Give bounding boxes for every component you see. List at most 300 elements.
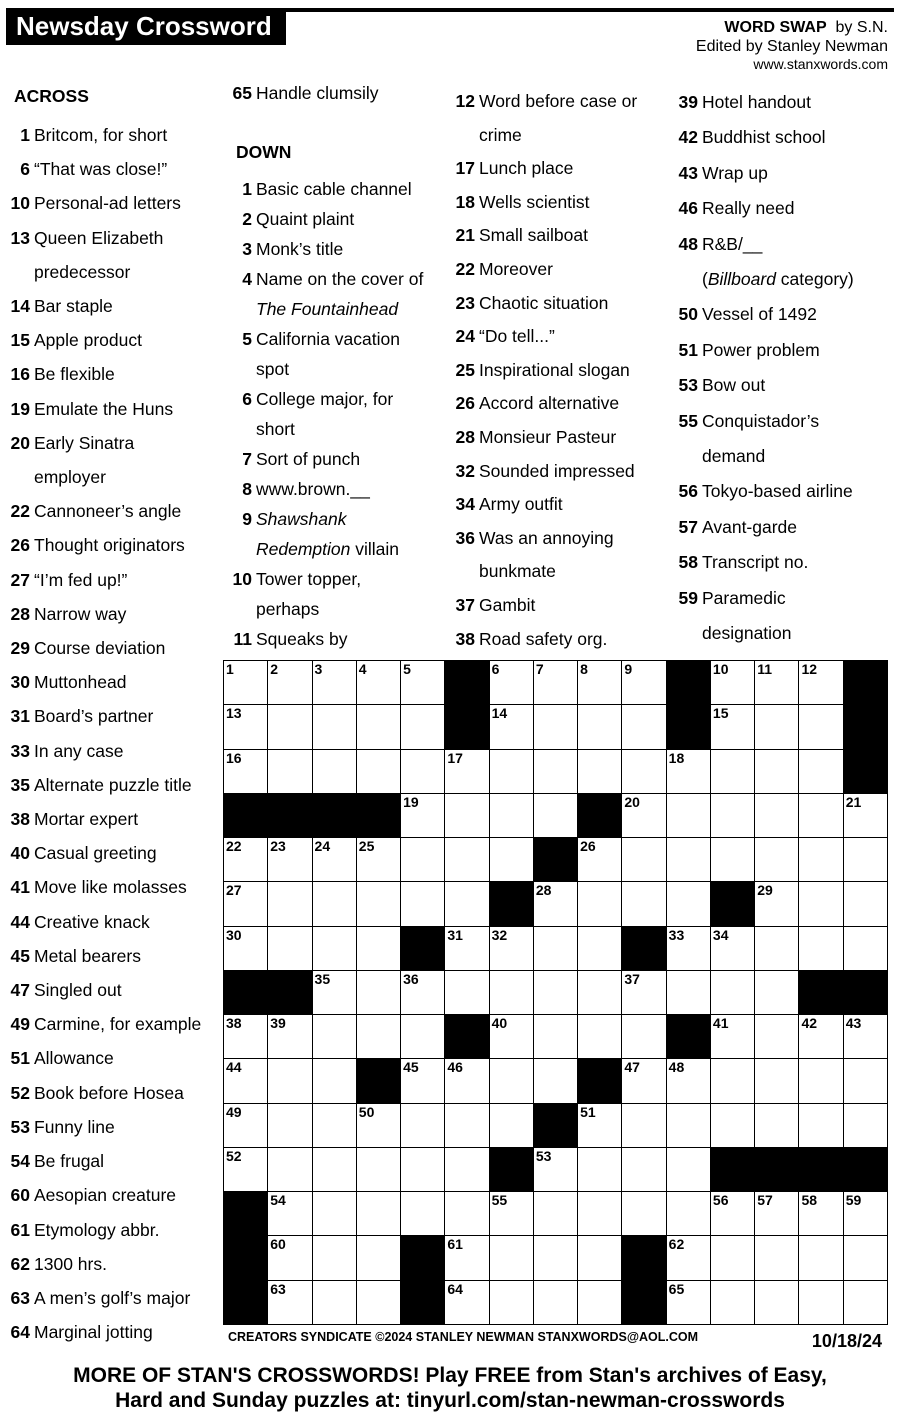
grid-cell[interactable]	[356, 881, 401, 926]
grid-cell[interactable]	[356, 660, 401, 705]
grid-cell[interactable]	[223, 1058, 268, 1103]
grid-cell[interactable]	[533, 1191, 578, 1236]
grid-cell[interactable]	[843, 1103, 888, 1148]
grid-cell[interactable]	[312, 1147, 357, 1192]
clue-item	[8, 357, 223, 391]
clue-text: Carmine, for example	[34, 1014, 202, 1035]
clue-item	[8, 1315, 223, 1349]
grid-cell[interactable]	[533, 1058, 578, 1103]
grid-cell[interactable]	[533, 704, 578, 749]
cell-number: 43	[845, 1015, 862, 1032]
black-square	[444, 660, 489, 705]
grid-cell[interactable]	[798, 1058, 843, 1103]
clue-text: Vessel of 1492	[702, 304, 817, 325]
clue-item	[230, 324, 445, 384]
grid-cell[interactable]	[312, 970, 357, 1015]
black-square	[666, 1014, 711, 1059]
grid-cell[interactable]	[710, 926, 755, 971]
black-square	[223, 1191, 268, 1236]
clue-number: 57	[678, 516, 698, 537]
grid-cell[interactable]	[843, 1235, 888, 1280]
cell-number: 48	[668, 1059, 685, 1076]
grid-cell[interactable]	[267, 926, 312, 971]
promo-line-2: Hard and Sunday puzzles at: tinyurl.com/stan-newman-crosswords	[115, 1389, 785, 1412]
grid-cell[interactable]	[223, 704, 268, 749]
grid-cell[interactable]	[533, 1014, 578, 1059]
clue-item	[676, 297, 891, 332]
black-square	[400, 1280, 445, 1325]
clue-item	[453, 522, 668, 589]
clue-text: Muttonhead	[34, 672, 127, 693]
grid-cell[interactable]	[666, 1147, 711, 1192]
grid-cell[interactable]	[400, 970, 445, 1015]
grid-cell[interactable]	[444, 1280, 489, 1325]
grid-cell[interactable]	[400, 660, 445, 705]
grid-cell[interactable]	[621, 970, 666, 1015]
grid-cell[interactable]	[267, 660, 312, 705]
grid-cell[interactable]	[754, 1191, 799, 1236]
clue-item	[230, 474, 445, 504]
clue-text: Etymology abbr.	[34, 1219, 160, 1240]
grid-cell[interactable]	[754, 970, 799, 1015]
grid-cell[interactable]	[621, 749, 666, 794]
clue-number: 28	[10, 603, 30, 624]
grid-cell[interactable]	[798, 749, 843, 794]
grid-cell[interactable]	[577, 660, 622, 705]
clue-number: 33	[10, 740, 30, 761]
clue-number: 22	[455, 258, 475, 279]
grid-cell[interactable]	[621, 1014, 666, 1059]
grid-cell[interactable]	[356, 970, 401, 1015]
clue-item	[8, 528, 223, 562]
grid-cell[interactable]	[267, 1058, 312, 1103]
clue-number: 24	[455, 326, 475, 347]
clue-item	[676, 120, 891, 155]
clue-number: 36	[455, 527, 475, 548]
clue-number: 52	[10, 1082, 30, 1103]
grid-cell[interactable]	[356, 1147, 401, 1192]
clue-text: Hotel handout	[702, 92, 811, 112]
grid-cell[interactable]	[312, 881, 357, 926]
grid-cell[interactable]	[444, 1191, 489, 1236]
clue-text: Wells scientist	[479, 191, 590, 212]
grid-cell[interactable]	[754, 837, 799, 882]
cell-number: 39	[270, 1015, 286, 1032]
grid-cell[interactable]	[489, 970, 534, 1015]
clue-number: 6	[20, 159, 30, 180]
grid-cell[interactable]	[312, 749, 357, 794]
grid-cell[interactable]	[754, 926, 799, 971]
grid-cell[interactable]	[798, 793, 843, 838]
clue-text: “That was close!”	[34, 159, 168, 180]
clue-text: “I’m fed up!”	[34, 569, 128, 590]
clue-item	[230, 384, 445, 444]
grid-cell[interactable]	[754, 881, 799, 926]
grid-cell[interactable]	[710, 1014, 755, 1059]
grid-cell[interactable]	[621, 837, 666, 882]
grid-cell[interactable]	[400, 1147, 445, 1192]
grid-cell[interactable]	[577, 837, 622, 882]
grid-cell[interactable]	[666, 837, 711, 882]
clue-text: Be frugal	[34, 1151, 105, 1172]
clue-item	[8, 768, 223, 802]
clue-text: Creative knack	[34, 911, 150, 932]
black-square	[444, 1014, 489, 1059]
grid-cell[interactable]	[666, 881, 711, 926]
grid-cell[interactable]	[489, 749, 534, 794]
grid-cell[interactable]	[400, 1103, 445, 1148]
cell-number: 34	[712, 926, 729, 943]
grid-cell[interactable]	[621, 793, 666, 838]
clue-text: Handle clumsily	[256, 83, 379, 103]
grid-cell[interactable]	[577, 1103, 622, 1148]
grid-cell[interactable]	[754, 749, 799, 794]
grid-cell[interactable]	[843, 1280, 888, 1325]
clue-text: Squeaks by	[256, 629, 348, 649]
cell-number: 8	[580, 661, 588, 677]
grid-cell[interactable]	[400, 1191, 445, 1236]
grid-cell[interactable]	[710, 704, 755, 749]
grid-cell[interactable]	[444, 1103, 489, 1148]
clue-text: Tower topper,	[256, 569, 362, 589]
grid-cell[interactable]	[267, 837, 312, 882]
grid-cell[interactable]	[577, 1235, 622, 1280]
grid-cell[interactable]	[666, 1280, 711, 1325]
grid-cell[interactable]	[312, 1280, 357, 1325]
clue-item	[8, 665, 223, 699]
cell-number: 41	[712, 1015, 729, 1032]
grid-cell[interactable]	[400, 793, 445, 838]
grid-cell[interactable]	[710, 1103, 755, 1148]
grid-cell[interactable]	[798, 1014, 843, 1059]
grid-cell[interactable]	[489, 1103, 534, 1148]
grid-cell[interactable]	[223, 1103, 268, 1148]
grid-cell[interactable]	[533, 749, 578, 794]
grid-cell[interactable]	[621, 1058, 666, 1103]
grid-cell[interactable]	[798, 881, 843, 926]
grid-cell[interactable]	[444, 837, 489, 882]
grid-cell[interactable]	[223, 926, 268, 971]
grid-cell[interactable]	[754, 793, 799, 838]
clue-number: 63	[10, 1287, 30, 1308]
clue-item	[8, 1110, 223, 1144]
grid-cell[interactable]	[798, 1280, 843, 1325]
clue-text: Lunch place	[479, 158, 574, 179]
cell-number: 5	[403, 661, 411, 677]
black-square	[798, 1147, 843, 1192]
grid-cell[interactable]	[577, 926, 622, 971]
grid-cell[interactable]	[312, 1235, 357, 1280]
grid-cell[interactable]	[843, 926, 888, 971]
grid-cell[interactable]	[356, 704, 401, 749]
grid-cell[interactable]	[489, 926, 534, 971]
clue-text: Quaint plaint	[256, 209, 355, 229]
grid-cell[interactable]	[444, 970, 489, 1015]
clue-text: Gambit	[479, 594, 536, 615]
grid-cell[interactable]	[843, 793, 888, 838]
clue-text: Inspirational slogan	[479, 359, 630, 380]
grid-cell[interactable]	[444, 926, 489, 971]
clue-item	[230, 264, 445, 324]
clue-item	[8, 1041, 223, 1075]
grid-cell[interactable]	[312, 1103, 357, 1148]
grid-cell[interactable]	[267, 1280, 312, 1325]
grid-cell[interactable]	[710, 1235, 755, 1280]
clue-number: 51	[678, 339, 698, 360]
clue-text: Apple product	[34, 330, 142, 351]
clue-text: Casual greeting	[34, 843, 157, 864]
grid-cell[interactable]	[267, 1235, 312, 1280]
cell-number: 62	[668, 1236, 685, 1253]
grid-cell[interactable]	[798, 1103, 843, 1148]
grid-cell[interactable]	[666, 793, 711, 838]
clue-text: Transcript no.	[702, 552, 809, 573]
grid-cell[interactable]	[267, 749, 312, 794]
puzzle-title: Newsday Crossword	[6, 9, 286, 45]
grid-cell[interactable]	[754, 660, 799, 705]
grid-cell[interactable]	[533, 926, 578, 971]
grid-cell[interactable]	[312, 660, 357, 705]
clue-text: crime	[479, 124, 522, 145]
grid-cell[interactable]	[621, 1191, 666, 1236]
clue-item	[676, 191, 891, 226]
clue-item	[230, 564, 445, 624]
clue-number: 19	[10, 398, 30, 419]
cell-number: 23	[270, 838, 286, 855]
clue-number: 60	[10, 1185, 30, 1206]
grid-cell[interactable]	[312, 704, 357, 749]
grid-cell[interactable]	[356, 1235, 401, 1280]
grid-cell[interactable]	[710, 837, 755, 882]
cell-number: 33	[668, 926, 685, 943]
grid-cell[interactable]	[798, 660, 843, 705]
clue-text: Power problem	[702, 339, 820, 360]
grid-cell[interactable]	[444, 749, 489, 794]
grid-cell[interactable]	[577, 704, 622, 749]
grid-cell[interactable]	[798, 837, 843, 882]
black-square	[223, 970, 268, 1015]
clue-number: 47	[10, 980, 30, 1001]
down-clues-1	[230, 83, 445, 654]
clue-item	[8, 392, 223, 426]
grid-cell[interactable]	[798, 926, 843, 971]
grid-cell[interactable]	[489, 1280, 534, 1325]
clue-text: Course deviation	[34, 638, 166, 659]
grid-cell[interactable]	[267, 704, 312, 749]
clue-item	[453, 85, 668, 152]
clue-text: spot	[256, 359, 290, 379]
cell-number: 9	[624, 661, 633, 677]
clue-item	[230, 174, 445, 204]
grid-cell[interactable]	[754, 1235, 799, 1280]
cell-number: 49	[226, 1103, 242, 1120]
grid-cell[interactable]	[356, 1280, 401, 1325]
grid-cell[interactable]	[356, 1191, 401, 1236]
grid-cell[interactable]	[312, 837, 357, 882]
grid-cell[interactable]	[843, 1191, 888, 1236]
black-square	[223, 793, 268, 838]
grid-cell[interactable]	[754, 704, 799, 749]
grid-cell[interactable]	[754, 1058, 799, 1103]
grid-cell[interactable]	[577, 1014, 622, 1059]
grid-cell[interactable]	[533, 1235, 578, 1280]
clue-text: Redemption villain	[256, 539, 400, 559]
clue-text: College major, for	[256, 389, 394, 409]
grid-cell[interactable]	[489, 660, 534, 705]
clue-number: 46	[678, 198, 698, 219]
clue-text: Funny line	[34, 1116, 115, 1137]
grid-cell[interactable]	[798, 1191, 843, 1236]
grid-cell[interactable]	[710, 1280, 755, 1325]
grid-cell[interactable]	[666, 926, 711, 971]
grid-cell[interactable]	[356, 837, 401, 882]
grid-cell[interactable]	[710, 749, 755, 794]
cell-number: 6	[491, 661, 500, 677]
grid-cell[interactable]	[267, 881, 312, 926]
black-square	[489, 881, 534, 926]
grid-cell[interactable]	[356, 1014, 401, 1059]
grid-cell[interactable]	[223, 660, 268, 705]
grid-cell[interactable]	[223, 1014, 268, 1059]
grid-cell[interactable]	[621, 1103, 666, 1148]
grid-cell[interactable]	[710, 793, 755, 838]
grid-cell[interactable]	[400, 881, 445, 926]
grid-cell[interactable]	[666, 1058, 711, 1103]
grid-cell[interactable]	[577, 881, 622, 926]
grid-cell[interactable]	[223, 881, 268, 926]
grid-cell[interactable]	[400, 1058, 445, 1103]
grid-cell[interactable]	[356, 749, 401, 794]
cell-number: 60	[270, 1236, 286, 1253]
black-square	[223, 1235, 268, 1280]
grid-cell[interactable]	[223, 749, 268, 794]
grid-cell[interactable]	[621, 660, 666, 705]
cell-number: 61	[447, 1236, 463, 1253]
grid-cell[interactable]	[400, 749, 445, 794]
grid-cell[interactable]	[533, 881, 578, 926]
grid-cell[interactable]	[843, 1014, 888, 1059]
grid-cell[interactable]	[754, 1280, 799, 1325]
website-link[interactable]: www.stanxwords.com	[753, 56, 888, 72]
clue-item	[8, 289, 223, 323]
clue-item	[453, 421, 668, 455]
clue-text: Book before Hosea	[34, 1082, 184, 1103]
clue-text: Sounded impressed	[479, 460, 635, 481]
clue-text: perhaps	[256, 599, 320, 619]
cell-number: 2	[270, 661, 279, 677]
grid-cell[interactable]	[798, 704, 843, 749]
grid-cell[interactable]	[666, 1191, 711, 1236]
grid-cell[interactable]	[489, 1058, 534, 1103]
grid-cell[interactable]	[489, 837, 534, 882]
grid-cell[interactable]	[577, 1191, 622, 1236]
grid-cell[interactable]	[489, 704, 534, 749]
grid-cell[interactable]	[577, 1280, 622, 1325]
grid-cell[interactable]	[312, 1058, 357, 1103]
grid-cell[interactable]	[843, 1058, 888, 1103]
grid-cell[interactable]	[710, 1058, 755, 1103]
grid-cell[interactable]	[312, 1191, 357, 1236]
grid-cell[interactable]	[356, 1103, 401, 1148]
grid-cell[interactable]	[754, 1014, 799, 1059]
grid-cell[interactable]	[666, 1235, 711, 1280]
grid-cell[interactable]	[666, 970, 711, 1015]
grid-cell[interactable]	[444, 793, 489, 838]
cell-number: 28	[535, 882, 552, 899]
grid-cell[interactable]	[621, 881, 666, 926]
clue-number: 65	[232, 83, 252, 103]
grid-cell[interactable]	[223, 1147, 268, 1192]
grid-cell[interactable]	[444, 1058, 489, 1103]
grid-cell[interactable]	[400, 1014, 445, 1059]
grid-cell[interactable]	[666, 1103, 711, 1148]
clue-item	[8, 323, 223, 357]
grid-cell[interactable]	[444, 1147, 489, 1192]
grid-cell[interactable]	[312, 926, 357, 971]
grid-cell[interactable]	[621, 1147, 666, 1192]
grid-cell[interactable]	[754, 1103, 799, 1148]
grid-cell[interactable]	[489, 1014, 534, 1059]
grid-cell[interactable]	[533, 970, 578, 1015]
clue-text: employer	[34, 467, 106, 488]
grid-cell[interactable]	[312, 1014, 357, 1059]
black-square	[798, 970, 843, 1015]
clue-text: Sort of punch	[256, 449, 361, 469]
grid-cell[interactable]	[489, 1235, 534, 1280]
grid-cell[interactable]	[267, 1147, 312, 1192]
grid-cell[interactable]	[666, 749, 711, 794]
grid-cell[interactable]	[710, 970, 755, 1015]
grid-cell[interactable]	[533, 793, 578, 838]
clue-text: 1300 hrs.	[34, 1253, 107, 1274]
black-square	[533, 1103, 578, 1148]
grid-cell[interactable]	[489, 793, 534, 838]
clue-number: 26	[10, 535, 30, 556]
cell-number: 29	[757, 882, 773, 899]
cell-number: 21	[845, 793, 862, 810]
grid-cell[interactable]	[533, 1280, 578, 1325]
cell-number: 15	[712, 705, 729, 722]
grid-cell[interactable]	[577, 1147, 622, 1192]
grid-cell[interactable]	[843, 881, 888, 926]
grid-cell[interactable]	[533, 660, 578, 705]
grid-cell[interactable]	[356, 926, 401, 971]
clue-item	[453, 320, 668, 354]
grid-cell[interactable]	[710, 660, 755, 705]
grid-cell[interactable]	[577, 970, 622, 1015]
grid-cell[interactable]	[444, 1235, 489, 1280]
grid-cell[interactable]	[223, 837, 268, 882]
grid-cell[interactable]	[489, 1191, 534, 1236]
cell-number: 35	[314, 970, 331, 987]
grid-cell[interactable]	[267, 1103, 312, 1148]
grid-cell[interactable]	[710, 1191, 755, 1236]
grid-cell[interactable]	[267, 1191, 312, 1236]
clue-item	[453, 219, 668, 253]
crossword-grid[interactable]	[223, 660, 887, 1324]
grid-cell[interactable]	[444, 881, 489, 926]
clue-text: Word before case or	[479, 91, 638, 111]
grid-cell[interactable]	[577, 749, 622, 794]
grid-cell[interactable]	[533, 1147, 578, 1192]
grid-cell[interactable]	[621, 704, 666, 749]
grid-cell[interactable]	[843, 837, 888, 882]
grid-cell[interactable]	[798, 1235, 843, 1280]
clue-number: 58	[678, 552, 698, 573]
grid-cell[interactable]	[400, 704, 445, 749]
grid-cell[interactable]	[267, 1014, 312, 1059]
grid-cell[interactable]	[400, 837, 445, 882]
